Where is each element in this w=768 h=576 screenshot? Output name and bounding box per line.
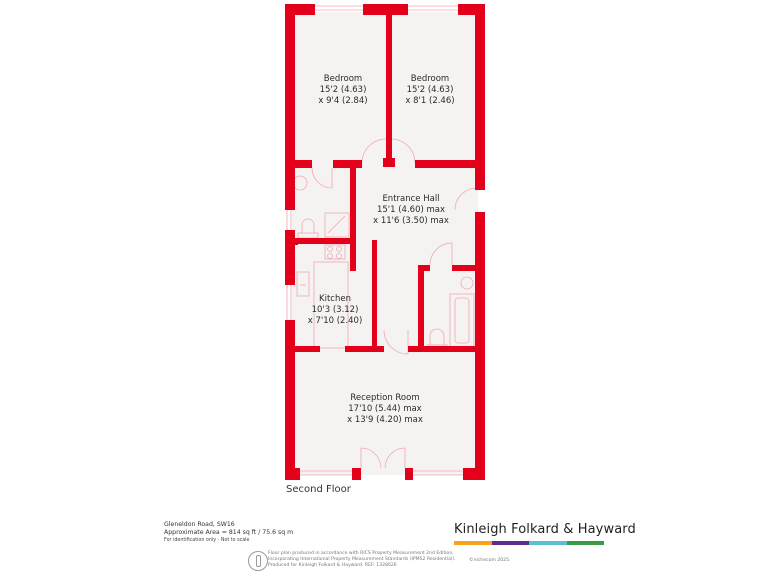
room-name: Entrance Hall [382, 194, 440, 204]
room-dim-1: 17'10 (5.44) max [348, 404, 422, 414]
room-label-kitchen [308, 294, 363, 327]
copyright: ©nichecom 2025. [469, 558, 511, 563]
room-name: Bedroom [410, 74, 450, 84]
room-dim-1: 15'2 (4.63) [319, 85, 367, 95]
room-name: Reception Room [350, 393, 420, 403]
room-dim-1: 15'2 (4.63) [406, 85, 454, 95]
room-dim-1: 10'3 (3.12) [311, 305, 359, 315]
room-label-bedroom-2 [405, 74, 454, 107]
disclaimer [268, 551, 455, 570]
room-dim-1: 15'1 (4.60) max [376, 205, 446, 215]
brand-bar-cyan [529, 541, 567, 545]
room-label-entrance-hall [373, 194, 449, 227]
room-dim-2: x 13'9 (4.20) max [347, 415, 423, 425]
approximate-area: Approximate Area = 814 sq ft / 75.6 sq m [164, 529, 294, 536]
room-label-reception-room [347, 393, 423, 426]
room-dim-2: x 8'1 (2.46) [405, 96, 455, 106]
brand-bar-purple [492, 541, 529, 545]
floor-label: Second Floor [286, 484, 351, 495]
address: Gleneldon Road, SW16 [164, 521, 235, 528]
room-label-bedroom-1 [318, 74, 367, 107]
room-name: Kitchen [319, 294, 351, 304]
disclaimer-line: Produced for Kinleigh Folkard & Hayward. REF: 1328626 [268, 563, 397, 569]
disclaimer-line: Floor plan produced in accordance with RICS Property Measurement 2nd Edition, [268, 551, 454, 556]
room-dim-2: x 9'4 (2.84) [318, 96, 368, 106]
room-name: Bedroom [323, 74, 363, 84]
property-info [164, 521, 293, 545]
disclaimer-line: Incorporating International Property Measurement Standards (IPMS2 Residential). [268, 557, 456, 563]
brand-bar-green [567, 541, 604, 545]
brand-bar-orange [454, 541, 492, 545]
scale-note: For identification only - Not to scale [164, 538, 250, 543]
brand-logo-text: Kinleigh Folkard & Hayward [454, 522, 636, 537]
room-dim-2: x 7'10 (2.40) [307, 316, 363, 326]
room-dim-2: x 11'6 (3.50) max [373, 216, 449, 226]
rics-person-icon [248, 551, 268, 571]
person-figure-icon [256, 555, 261, 567]
